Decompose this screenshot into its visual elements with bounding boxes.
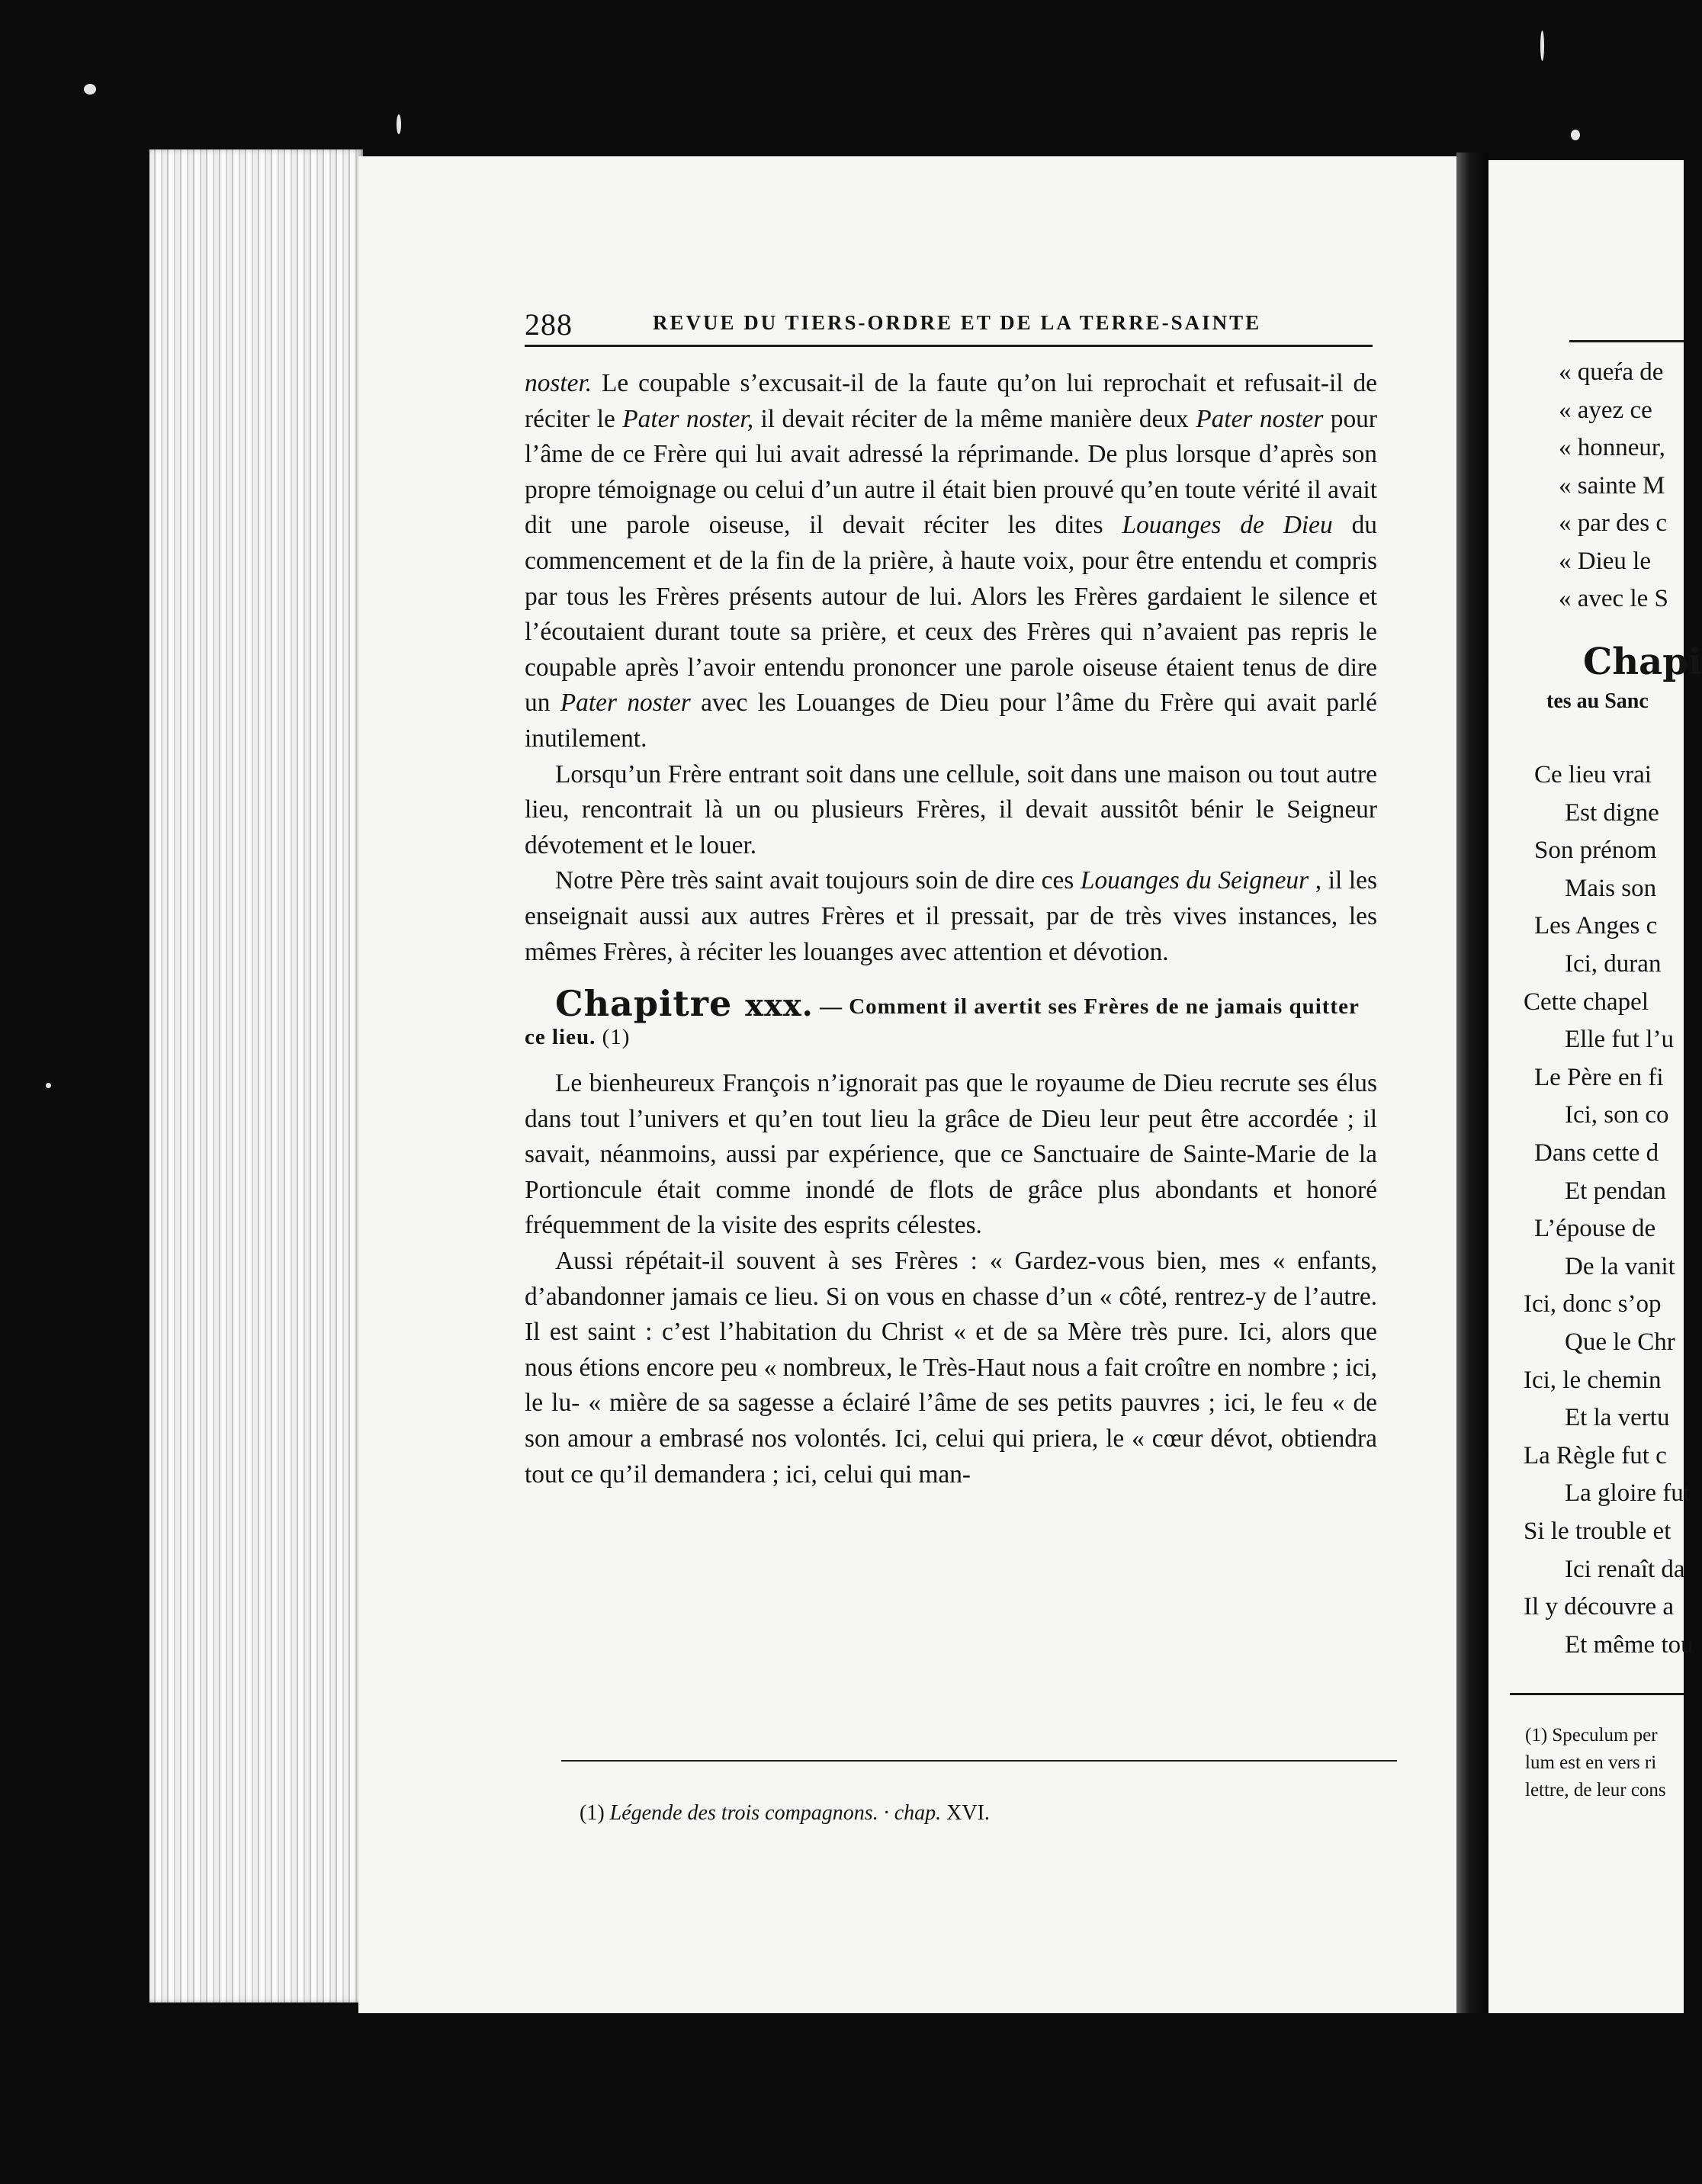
footnote-mark: (1) xyxy=(580,1801,605,1825)
chapter-title: — Comment il avertit ses Frères de ne jamais quitter ce lieu. xyxy=(525,994,1360,1050)
page-edges xyxy=(149,149,363,2003)
right-page-line: « Dieu le xyxy=(1559,547,1651,575)
right-page-verse-line: De la vanit xyxy=(1565,1252,1675,1280)
footnote-chap-number: XVI. xyxy=(946,1801,990,1825)
right-page-verse-line: Cette chapel xyxy=(1524,988,1649,1016)
running-head xyxy=(525,307,1373,343)
footnote-source: Légende des trois compagnons. xyxy=(609,1801,878,1825)
italic-term: Louanges de Dieu xyxy=(1122,511,1333,540)
text-run: avec les Louanges de Dieu pour l’âme du Frère qui avait parlé inutilement. xyxy=(525,689,1377,753)
right-page-verse-line: L’épouse de xyxy=(1534,1215,1656,1243)
paragraph-1 xyxy=(525,366,1377,757)
right-page-subtitle: tes au Sanc xyxy=(1546,689,1649,713)
text-run: Le coupable s’excusait-il de la faute qu’on lui reprochait et refusait-il de réciter le xyxy=(525,369,1377,433)
right-page-footnote-line: lettre, de leur cons xyxy=(1525,1780,1666,1800)
right-page-verse-line: Ici, duran xyxy=(1565,950,1662,978)
footnote-ref: (1) xyxy=(596,1025,631,1050)
right-page-verse-line: Ici renaît da xyxy=(1565,1555,1685,1583)
italic-term: Louanges du Seigneur xyxy=(1080,866,1309,895)
right-page-footnote-line: (1) Speculum per xyxy=(1525,1725,1658,1746)
right-page-verse-line: Et pendan xyxy=(1565,1177,1666,1205)
running-title: REVUE DU TIERS-ORDRE ET DE LA TERRE-SAINTE xyxy=(653,311,1262,334)
chapter-label xyxy=(555,983,814,1024)
paragraph-4: Le bienheureux François n’ignorait pas que le royaume de Dieu recrute ses élus dans tout l’univers et qu’en tout lieu la grâce de Dieu leur peut être accordée ; il savait, néanmoins, aussi par expérience, que ce Sanctuaire de Sainte-Marie de la Portioncule était comme inondé de flots de grâce plus abondants et honoré fréquemment de la visite des esprits célestes. xyxy=(525,1069,1377,1240)
right-page-chapter: Chapi xyxy=(1583,641,1702,683)
right-page-line: « par des c xyxy=(1559,509,1668,537)
right-page-verse-line: Son prénom xyxy=(1534,837,1657,865)
footnote xyxy=(580,1801,990,1826)
main-text xyxy=(525,366,1377,1492)
right-page-verse-line: Il y découvre a xyxy=(1524,1593,1674,1621)
right-page-line: « sainte M xyxy=(1559,471,1665,499)
footnote-rule xyxy=(561,1760,1397,1762)
right-page-footnote-rule xyxy=(1510,1693,1684,1695)
right-page-line: « ayez ce xyxy=(1559,396,1652,424)
right-page-verse-line: Et la vertu xyxy=(1565,1404,1670,1432)
book-gutter xyxy=(1456,153,1488,2013)
background-speck xyxy=(84,84,96,95)
text-run: pour l’âme de ce Frère qui lui avait adressé la réprimande. De plus lorsque d’après son propre témoignage ou celui d’un autre il était bien prouvé qu’en toute vérité il avait dit une parole oiseuse, il devait réciter les dites xyxy=(525,404,1377,540)
right-page-verse-line: Ici, donc s’op xyxy=(1524,1290,1662,1318)
right-page-verse-line: Elle fut l’u xyxy=(1565,1026,1674,1054)
chapter-word: Chapitre xyxy=(555,983,733,1025)
text-run: du commencement et de la fin de la prière, à haute voix, pour être entendu et compris par tous les Frères présents autour de lui. Alors les Frères gardaient le silence et l’écoutaient durant toute sa prière, et ceux des Frères qui n’avaient pas repris le coupable après l’avoir entendu prononcer une parole oiseuse étaient tenus de dire un xyxy=(525,511,1377,718)
right-page-verse-line: La gloire fut xyxy=(1565,1479,1691,1508)
right-page-verse-line: Dans cette d xyxy=(1534,1139,1659,1167)
background-speck xyxy=(1571,130,1580,140)
right-page-verse-line: Mais son xyxy=(1565,874,1657,902)
italic-term: noster. xyxy=(525,369,592,397)
right-page-verse-line: Est digne xyxy=(1565,798,1659,827)
paragraph-5: Aussi répétait-il souvent à ses Frères : « Gardez-vous bien, mes « enfants, d’abandonner jamais ce lieu. Si on vous en chasse d’un « côté, rentrez-y de l’autre. Il est saint : c’est l’habitation du Christ « et de sa Mère très pure. Ici, alors que nous étions encore peu « nombreux, le Très-Haut nous a fait croître en nombre ; ici, le lu- « mière de sa sagesse a éclairé l’âme de ses petits pauvres ; ici, le feu « de son amour a embrasé nos volontés. Ici, celui qui priera, le « cœur dévot, obtiendra tout ce qu’il demandera ; ici, celui qui man- xyxy=(525,1247,1377,1489)
right-page-line: « avec le S xyxy=(1559,585,1668,612)
background-speck xyxy=(1540,31,1544,61)
header-rule xyxy=(525,345,1373,347)
right-page-verse-line: La Règle fut c xyxy=(1524,1441,1667,1469)
chapter-number: xxx. xyxy=(745,988,814,1024)
italic-term: Pater noster xyxy=(560,689,691,718)
text-run: , il les enseignait aussi aux autres Frères et il pressait, par de très vives instances, les mêmes Frères, à réciter les louanges avec attention et dévotion. xyxy=(525,866,1377,966)
right-page-line: « honneur, xyxy=(1559,434,1665,461)
footnote-chap: · chap. xyxy=(878,1801,947,1825)
italic-term: Pater noster xyxy=(1196,404,1324,433)
right-page-verse-line: Que le Chr xyxy=(1565,1328,1675,1356)
right-page-verse-line: Et même tou xyxy=(1565,1630,1694,1659)
right-page-header-rule xyxy=(1569,340,1684,342)
right-page-verse-line: Les Anges c xyxy=(1534,912,1658,940)
italic-term: Pater noster, xyxy=(622,404,754,433)
text-run: Notre Père très saint avait toujours soin de dire ces xyxy=(555,866,1081,895)
paragraph-3 xyxy=(525,863,1377,970)
background-speck xyxy=(397,114,401,134)
right-page-line: « queŕa de xyxy=(1559,358,1664,386)
text-run: il devait réciter de la même manière deux xyxy=(753,404,1196,433)
right-page-verse-line: Ici, le chemin xyxy=(1524,1366,1662,1394)
right-page-verse-line: Ce lieu vrai xyxy=(1534,761,1652,788)
right-page-verse-line: Le Père en fi xyxy=(1534,1063,1664,1091)
background-speck xyxy=(46,1083,51,1088)
right-page-footnote-line: lum est en vers ri xyxy=(1525,1752,1657,1773)
right-page-verse-line: Si le trouble et xyxy=(1524,1518,1671,1545)
page-number: 288 xyxy=(525,307,573,342)
chapter-heading xyxy=(525,983,1377,1052)
right-page-verse-line: Ici, son co xyxy=(1565,1101,1669,1129)
paragraph-2: Lorsqu’un Frère entrant soit dans une cellule, soit dans une maison ou tout autre lieu, rencontrait là un ou plusieurs Frères, il devait aussitôt bénir le Seigneur dévotement et le louer. xyxy=(525,760,1377,859)
